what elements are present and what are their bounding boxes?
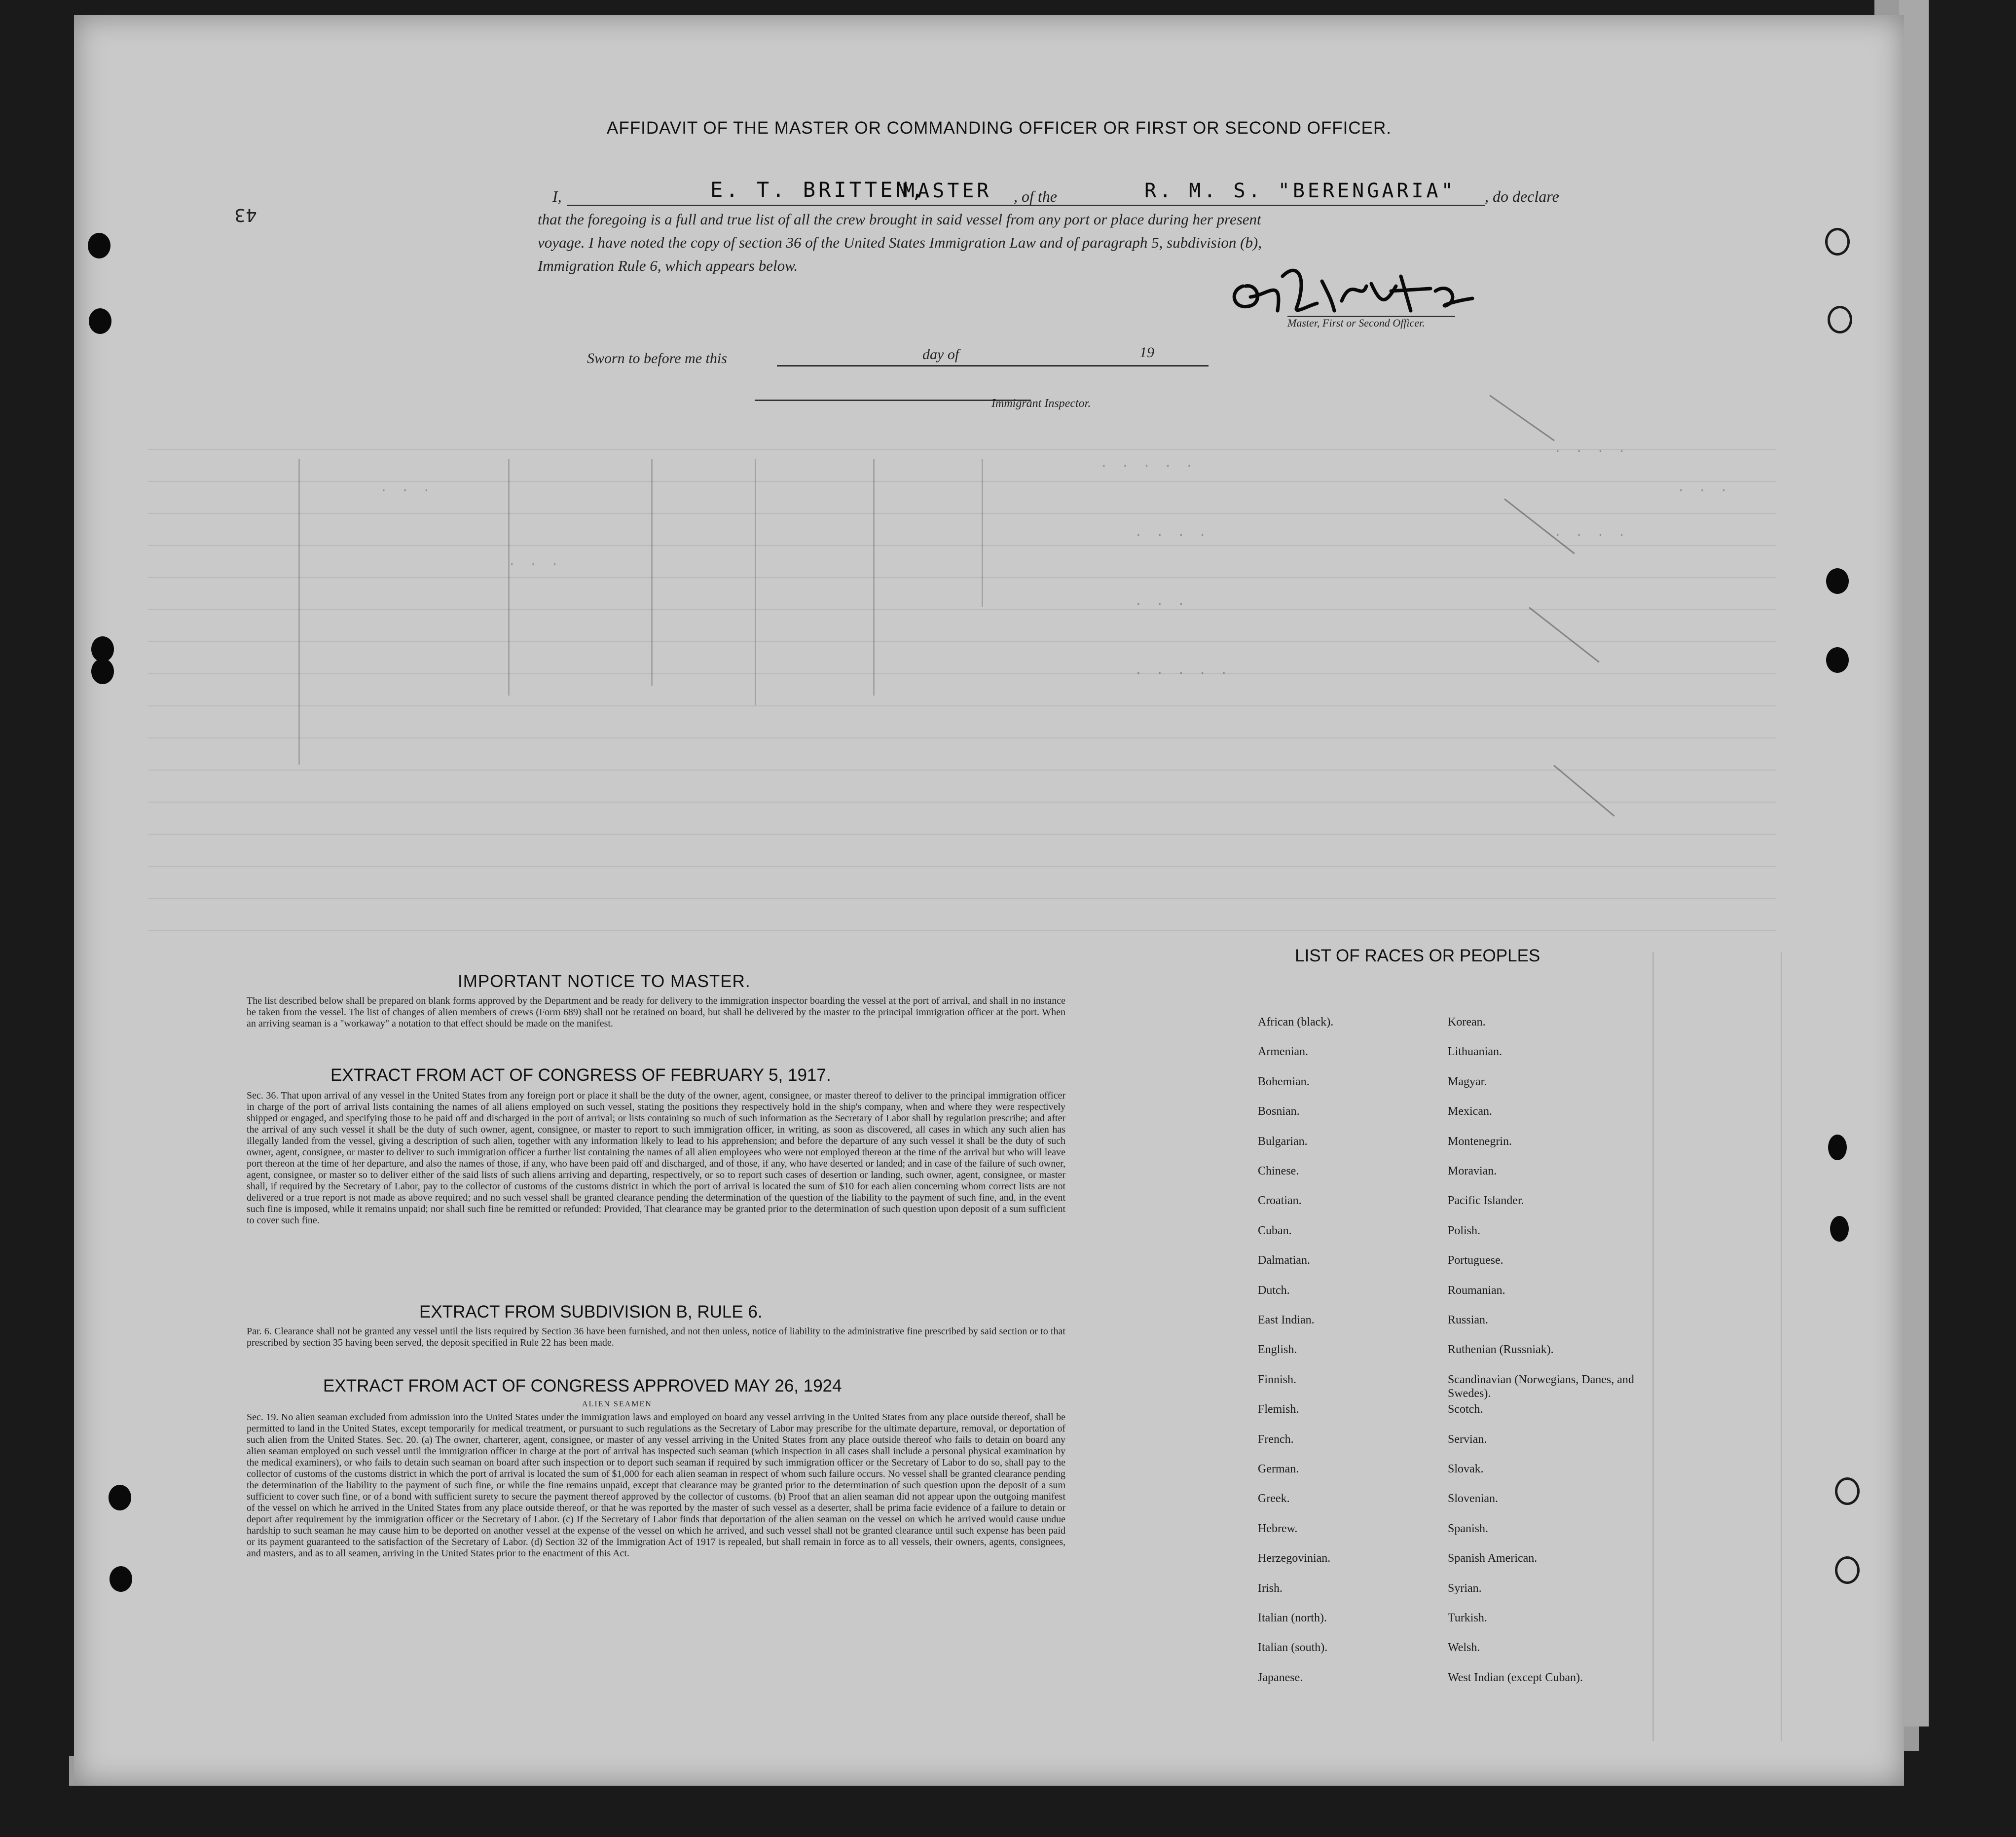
race-item: Lithuanian. bbox=[1448, 1045, 1502, 1059]
bleed-line bbox=[148, 898, 1776, 899]
signature-caption: Master, First or Second Officer. bbox=[1287, 317, 1425, 329]
race-item: German. bbox=[1258, 1463, 1299, 1475]
race-item: Irish. bbox=[1258, 1581, 1283, 1595]
bleed-column bbox=[1652, 952, 1654, 1741]
race-item: Flemish. bbox=[1258, 1403, 1299, 1416]
bleed-column bbox=[755, 459, 756, 705]
of-the: , of the bbox=[1014, 187, 1057, 205]
race-item: Italian (south). bbox=[1258, 1641, 1328, 1654]
race-item: Ruthenian (Russniak). bbox=[1448, 1343, 1554, 1357]
day-of: day of bbox=[922, 346, 959, 363]
bleed-stroke bbox=[1553, 765, 1614, 816]
race-item: Mexican. bbox=[1448, 1105, 1492, 1118]
day-blank bbox=[977, 365, 1209, 367]
declaration-i: I, bbox=[552, 187, 562, 205]
races-title: LIST OF RACES OR PEOPLES bbox=[1295, 946, 1540, 965]
binder-hole bbox=[89, 308, 111, 334]
race-item: Dalmatian. bbox=[1258, 1254, 1310, 1267]
bleed-line bbox=[148, 481, 1776, 482]
race-item: Roumanian. bbox=[1448, 1284, 1505, 1297]
bleed-line bbox=[148, 641, 1776, 642]
declaration-line-3: voyage. I have noted the copy of section 36 of the United States Immigration Law and of paragraph 5, subdivision (b), bbox=[538, 234, 1262, 251]
bleed-column bbox=[508, 459, 510, 696]
binder-hole bbox=[1828, 1135, 1847, 1160]
bleed-line bbox=[148, 834, 1776, 835]
race-item: Korean. bbox=[1448, 1016, 1486, 1029]
race-item: Scotch. bbox=[1448, 1403, 1483, 1416]
extract-1917-title: EXTRACT FROM ACT OF CONGRESS OF FEBRUARY 5, 1917. bbox=[330, 1065, 831, 1085]
race-item: Servian. bbox=[1448, 1433, 1487, 1446]
extract-rule6-body: Par. 6. Clearance shall not be granted any vessel until the lists required by Section 36 have been furnished, and not then unless, notice of liability to the administrative fine prescribed by said section or to that prescribed by section 35 having been served, the deposit specified in Rule 22 has been made. bbox=[247, 1326, 1065, 1348]
bleed-line bbox=[148, 513, 1776, 514]
bleed-line bbox=[148, 802, 1776, 803]
declaration-line-2: that the foregoing is a full and true list of all the crew brought in said vessel from any port or place during her present bbox=[538, 211, 1261, 228]
race-item: Japanese. bbox=[1258, 1671, 1303, 1684]
notice-body: The list described below shall be prepared on blank forms approved by the Department and be ready for delivery to the immigration inspector boarding the vessel at the port of arrival, and shall in no instance be taken from the vessel. The list of changes of alien members of crews (Form 689) shall not be retained on board, but shall be delivered by the master to the principal immigration officer at the port. When an arriving seaman is a "workaway" a notation to that effect should be made on the manifest. bbox=[247, 995, 1065, 1029]
race-item: Chinese. bbox=[1258, 1165, 1299, 1177]
race-item: Finnish. bbox=[1258, 1373, 1297, 1386]
sworn-blank bbox=[777, 365, 984, 367]
race-item: West Indian (except Cuban). bbox=[1448, 1671, 1583, 1684]
race-item: Polish. bbox=[1448, 1224, 1481, 1237]
bleed-mark: · · · bbox=[1135, 597, 1188, 612]
race-item: Portuguese. bbox=[1448, 1254, 1503, 1267]
bleed-mark: · · · bbox=[1677, 483, 1731, 498]
bleed-line bbox=[148, 930, 1776, 931]
race-item: Scandinavian (Norwegians, Danes, and Swedes). bbox=[1448, 1373, 1634, 1400]
bleed-stroke bbox=[1529, 607, 1600, 662]
bleed-column bbox=[873, 459, 875, 696]
inspector-line bbox=[755, 400, 1031, 401]
bleed-mark: · · · · · bbox=[1100, 459, 1196, 474]
rank: MASTER bbox=[903, 180, 992, 202]
bleed-line bbox=[148, 737, 1776, 738]
bleed-mark: · · · · bbox=[1554, 444, 1629, 459]
race-item: Herzegovinian. bbox=[1258, 1552, 1331, 1565]
declaration-line-4: Immigration Rule 6, which appears below. bbox=[538, 257, 798, 274]
race-item: Slovenian. bbox=[1448, 1492, 1498, 1506]
binder-hole-ring bbox=[1825, 228, 1850, 256]
bleed-column bbox=[651, 459, 653, 686]
race-item: Italian (north). bbox=[1258, 1612, 1327, 1624]
binder-hole bbox=[88, 233, 110, 258]
binder-hole bbox=[110, 1566, 132, 1592]
race-item: Moravian. bbox=[1448, 1165, 1497, 1177]
race-item: Slovak. bbox=[1448, 1463, 1484, 1475]
inspector-label: Immigrant Inspector. bbox=[991, 397, 1091, 410]
extract-1924-title: EXTRACT FROM ACT OF CONGRESS APPROVED MAY 26, 1924 bbox=[323, 1376, 842, 1396]
binder-hole bbox=[1830, 1216, 1849, 1242]
year-prefix: 19 bbox=[1139, 344, 1154, 361]
binder-hole bbox=[1826, 568, 1849, 594]
bleed-column bbox=[982, 459, 983, 607]
do-declare: , do declare bbox=[1485, 187, 1559, 205]
master-name: E. T. BRITTEN, bbox=[710, 178, 927, 202]
bleed-line bbox=[148, 577, 1776, 578]
race-item: Armenian. bbox=[1258, 1045, 1308, 1059]
race-item: Dutch. bbox=[1258, 1284, 1290, 1297]
race-item: English. bbox=[1258, 1343, 1297, 1357]
race-item: Croatian. bbox=[1258, 1194, 1302, 1208]
bleed-stroke bbox=[1489, 395, 1555, 441]
race-item: Magyar. bbox=[1448, 1075, 1487, 1088]
race-item: Syrian. bbox=[1448, 1581, 1482, 1595]
race-item: Greek. bbox=[1258, 1492, 1290, 1506]
race-item: Russian. bbox=[1448, 1314, 1489, 1326]
race-item: African (black). bbox=[1258, 1016, 1334, 1029]
race-item: Montenegrin. bbox=[1448, 1135, 1512, 1148]
bleed-line bbox=[148, 673, 1776, 674]
binder-hole-ring bbox=[1835, 1477, 1860, 1505]
bleed-column bbox=[298, 459, 300, 765]
bleed-mark: · · · · bbox=[1554, 528, 1629, 543]
race-item: Spanish American. bbox=[1448, 1552, 1538, 1565]
bleed-column bbox=[1781, 952, 1782, 1741]
notice-title: IMPORTANT NOTICE TO MASTER. bbox=[458, 972, 751, 991]
bleed-line bbox=[148, 866, 1776, 867]
binder-hole bbox=[109, 1485, 131, 1510]
bleed-mark: · · · bbox=[380, 483, 434, 498]
binder-hole-ring bbox=[1835, 1556, 1860, 1584]
race-item: Bohemian. bbox=[1258, 1075, 1310, 1088]
extract-1917-body: Sec. 36. That upon arrival of any vessel in the United States from any foreign port or place it shall be the duty of the owner, agent, consignee, or master thereof to deliver to the principal immigration officer in charge of the port of arrival lists containing the names of all aliens employed on such vessel, stating the positions they respectively hold in the ship's company, when and where they were respectively shipped or engaged, and specifying those to be paid off and discharged in the port of arrival; or lists containing so much of such information as the Secretary of Labor shall by regulation prescribe; and after the arrival of any such vessel it shall be the duty of such owner, agent, consignee, or master to report to such immigration officer, in writing, as soon as discovered, all cases in which any such alien has illegally landed from the vessel, giving a description of such alien, together with any information likely to lead to his apprehension; and before the departure of any such vessel it shall be the duty of such owner, agent, consignee, or master to deliver to such immigration officer a further list containing the names of all alien employees who were not employed thereon at the time of the arrival but who will leave port thereon at the time of her departure, and also the names of those, if any, who have been paid off and discharged, and of those, if any, who have deserted or landed; and in case of the failure of such owner, agent, consignee, or master so to deliver either of the said lists of such aliens arriving and departing, respectively, or so to report such cases of desertion or landing, such owner, agent, consignee, or master shall, if required by the Secretary of Labor, pay to the collector of customs of the customs district in which the port of arrival is located the sum of $10 for each alien concerning whom correct lists are not delivered or a true report is not made as above required; and no such vessel shall be granted clearance pending the determination of the question of the liability to the payment of such fine, and, in the event such fine is imposed, while it remains unpaid; nor shall such fine be remitted or refunded: Provided, That clearance may be granted prior to the determination of such question upon deposit of a sum sufficient to cover such fine. bbox=[247, 1090, 1065, 1226]
binder-hole bbox=[1826, 647, 1849, 673]
affidavit-title: AFFIDAVIT OF THE MASTER OR COMMANDING OFFICER OR FIRST OR SECOND OFFICER. bbox=[607, 118, 1392, 138]
binder-hole bbox=[91, 659, 114, 684]
race-item: Turkish. bbox=[1448, 1612, 1487, 1624]
margin-number: 43 bbox=[234, 205, 257, 225]
race-item: Hebrew. bbox=[1258, 1522, 1298, 1535]
race-item: Pacific Islander. bbox=[1448, 1194, 1524, 1208]
race-item: Bulgarian. bbox=[1258, 1135, 1308, 1148]
sworn-text: Sworn to before me this bbox=[587, 350, 727, 367]
race-item: Welsh. bbox=[1448, 1641, 1480, 1654]
race-item: Bosnian. bbox=[1258, 1105, 1300, 1118]
extract-1924-subtitle: ALIEN SEAMEN bbox=[582, 1400, 652, 1408]
bleed-mark: · · · bbox=[508, 557, 562, 572]
form-sheet bbox=[74, 15, 1904, 1786]
bleed-line bbox=[148, 545, 1776, 546]
vessel-name: R. M. S. "BERENGARIA" bbox=[1144, 180, 1456, 202]
bleed-mark: · · · · bbox=[1135, 528, 1210, 543]
race-item: East Indian. bbox=[1258, 1314, 1315, 1326]
race-item: Spanish. bbox=[1448, 1522, 1489, 1535]
bleed-line bbox=[148, 770, 1776, 771]
extract-1924-body: Sec. 19. No alien seaman excluded from admission into the United States under the immigration laws and employed on board any vessel arriving in the United States from any place outside thereof, shall be permitted to land in the United States, except temporarily for medical treatment, or pursuant to such regulations as the Secretary of Labor may prescribe for the ultimate departure, removal, or deportation of such alien from the United States. Sec. 20. (a) The owner, charterer, agent, consignee, or master of any vessel arriving in the United States from any place outside thereof who fails to detain on board any alien seaman employed on such vessel until the immigration officer in charge at the port of arrival has inspected such seaman (which inspection in all cases shall include a personal physical examination by the medical examiners), or who fails to detain such seaman on board after such inspection or to deport such seaman if required by such immigration officer or the Secretary of Labor to do so, shall pay to the collector of customs of the customs district in which the port of arrival is located the sum of $1,000 for each alien seaman in respect of whom such failure occurs. No vessel shall be granted clearance pending the determination of the liability to the payment of such fine, or while the fine remains unpaid, except that clearance may be granted prior to the determination of such question upon the deposit of a sum sufficient to cover such fine, or of a bond with sufficient surety to secure the payment thereof approved by the collector of customs. (b) Proof that an alien seaman did not appear upon the outgoing manifest of the vessel on which he arrived in the United States from any place outside thereof, or that he was reported by the master of such vessel as a deserter, shall be prima facie evidence of a failure to detain or deport after requirement by the immigration officer or the Secretary of Labor. (c) If the Secretary of Labor finds that deportation of the alien seaman on the vessel on which he arrived would cause undue hardship to such seaman he may cause him to be deported on another vessel at the expense of the vessel on which he arrived, and such vessel shall not be granted clearance until such expense has been paid or its payment guaranteed to the satisfaction of the Secretary of Labor. (d) Section 32 of the Immigration Act of 1917 is repealed, but shall remain in force as to all vessels, their owners, agents, consignees, and masters, and as to all seamen, arriving in the United States prior to the enactment of this Act. bbox=[247, 1412, 1065, 1559]
extract-rule6-title: EXTRACT FROM SUBDIVISION B, RULE 6. bbox=[419, 1302, 763, 1322]
bleed-line bbox=[148, 705, 1776, 706]
bleed-line bbox=[148, 449, 1776, 450]
race-item: French. bbox=[1258, 1433, 1294, 1446]
binder-hole-ring bbox=[1828, 306, 1852, 333]
race-item: Cuban. bbox=[1258, 1224, 1292, 1237]
bleed-mark: · · · · · bbox=[1135, 666, 1231, 681]
